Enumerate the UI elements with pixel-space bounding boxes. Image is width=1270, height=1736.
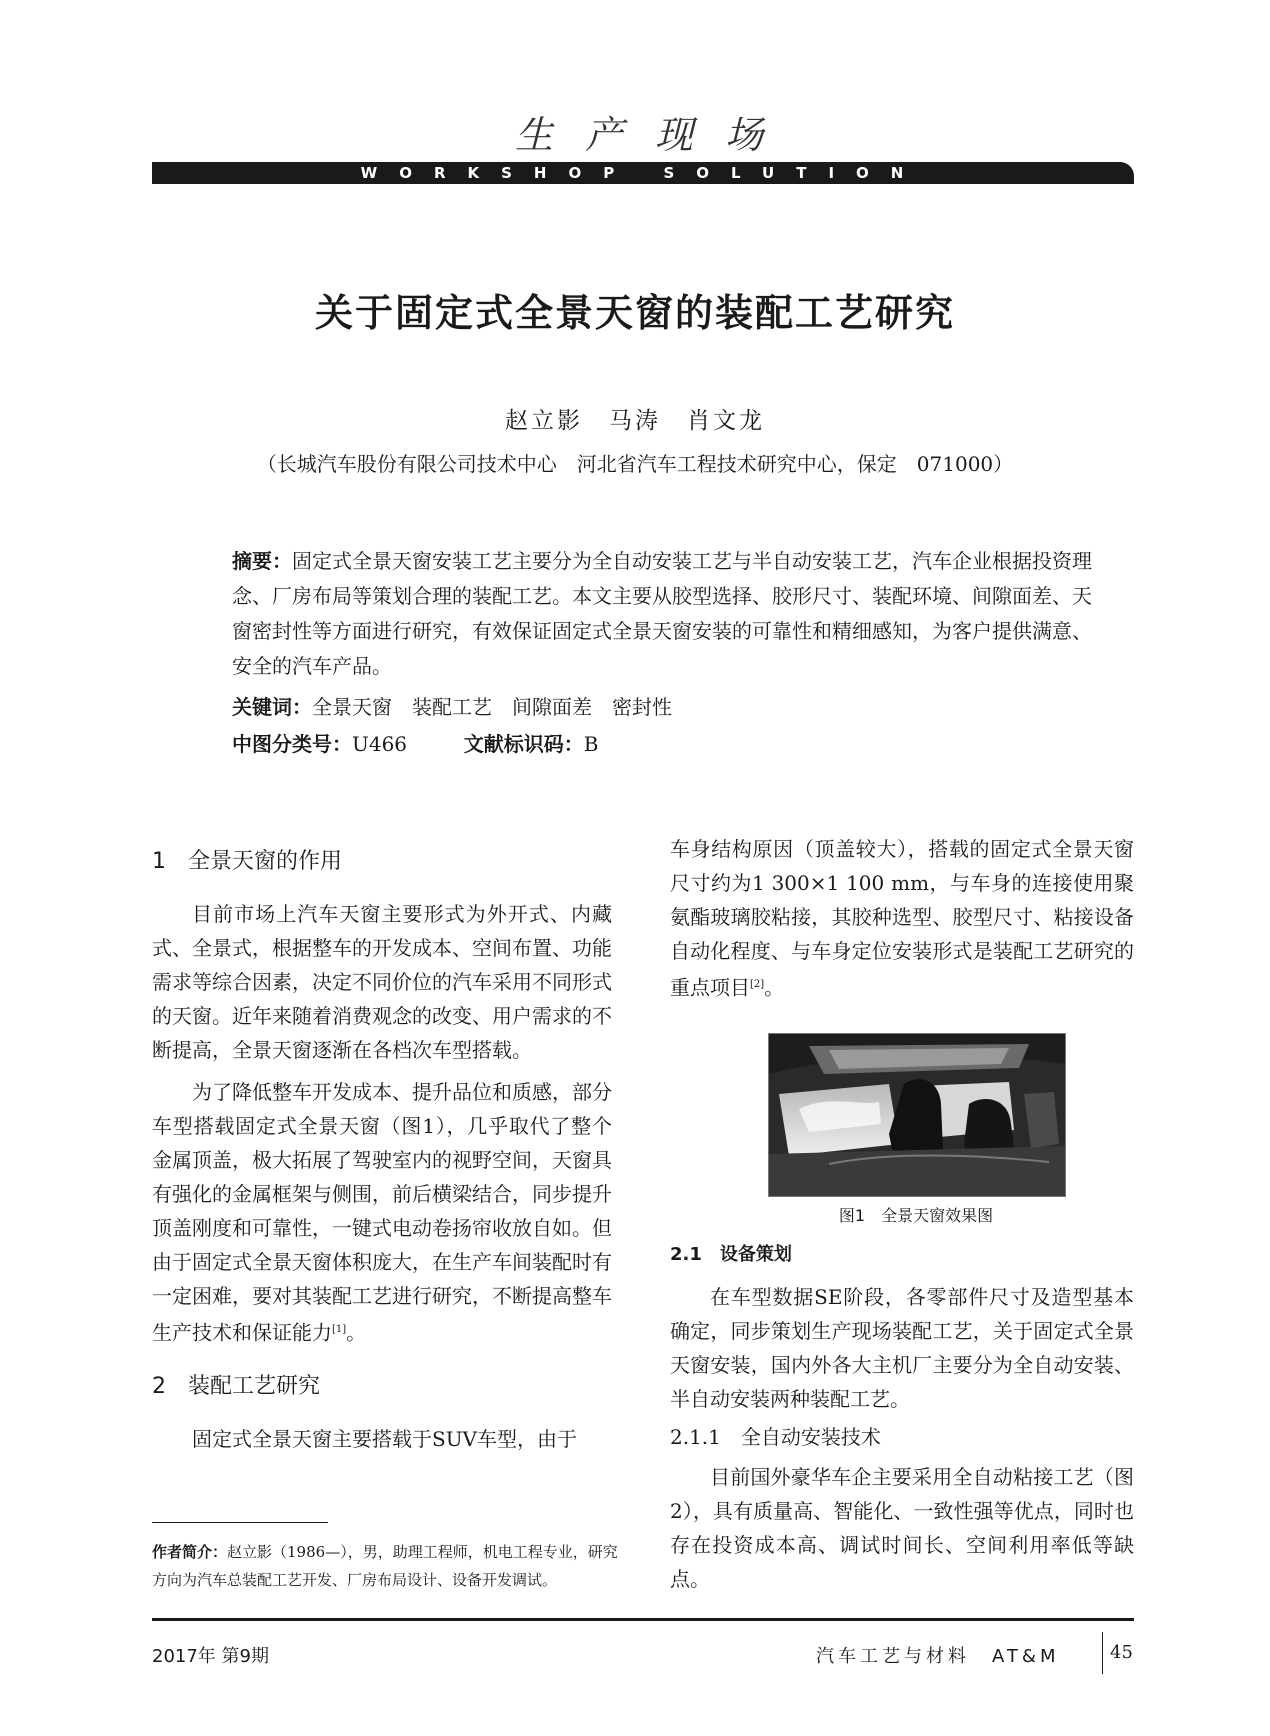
abstract bbox=[232, 544, 1096, 684]
citation[interactable]: [1] bbox=[332, 1324, 347, 1335]
paragraph: 目前市场上汽车天窗主要形式为外开式、内藏式、全景式，根据整车的开发成本、空间布置、功能需求等综合因素，决定不同价位的汽车采用不同形式的天窗。近年来随着消费观念的改变、用户需求的不断提高，全景天窗逐渐在各档次车型搭载。 bbox=[152, 902, 612, 1062]
citation[interactable]: [2] bbox=[750, 979, 765, 990]
footnote-text: 赵立影（1986—），男，助理工程师，机电工程专业，研究方向为汽车总装配工艺开发、厂房布局设计、设备开发调试。 bbox=[152, 1543, 618, 1589]
footer-separator bbox=[1102, 1632, 1103, 1674]
figure-1-image bbox=[768, 1033, 1066, 1197]
keywords-row bbox=[232, 691, 672, 720]
footnote-label: 作者简介： bbox=[152, 1543, 228, 1561]
journal-name: 汽车工艺与材料 AT&M bbox=[816, 1646, 1060, 1667]
paragraph: 固定式全景天窗主要搭载于SUV车型，由于 bbox=[192, 1426, 577, 1451]
page-number: 45 bbox=[1110, 1642, 1133, 1663]
author-footnote bbox=[152, 1538, 632, 1594]
keywords-text: 全景天窗 装配工艺 间隙面差 密封性 bbox=[312, 695, 672, 719]
article-title: 关于固定式全景天窗的装配工艺研究 bbox=[314, 291, 955, 335]
figure-1-caption: 图1 全景天窗效果图 bbox=[838, 1206, 994, 1225]
heading-1: 1 全景天窗的作用 bbox=[152, 849, 342, 874]
abstract-label: 摘要： bbox=[232, 549, 292, 573]
right-column-bottom bbox=[670, 1238, 1134, 1596]
heading-2-1-1: 2.1.1 全自动安装技术 bbox=[670, 1425, 881, 1449]
doc-code-label: 文献标识码： bbox=[463, 732, 584, 756]
affiliation: （长城汽车股份有限公司技术中心 河北省汽车工程技术研究中心，保定 071000） bbox=[256, 452, 1014, 476]
clc-code: U466 bbox=[352, 732, 408, 756]
paragraph: 目前国外豪华车企主要采用全自动粘接工艺（图2），具有质量高、智能化、一致性强等优点，同时也存在投资成本高、调试时间长、空间利用率低等缺点。 bbox=[670, 1465, 1134, 1591]
section-title-en: WORKSHOP SOLUTION bbox=[360, 164, 926, 182]
heading-2: 2 装配工艺研究 bbox=[152, 1373, 320, 1399]
footer-rule bbox=[152, 1618, 1134, 1621]
paragraph: 为了降低整车开发成本、提升品位和质感，部分车型搭载固定式全景天窗（图1），几乎取代了整个金属顶盖，极大拓展了驾驶室内的视野空间，天窗具有强化的金属框架与侧围，前后横梁结合，同步提升顶盖刚度和可靠性，一键式电动卷扬帘收放自如。但由于固定式全景天窗体积庞大，在生产车间装配时有一定困难，要对其装配工艺进行研究，不断提高整车生产技术和保证能力[1]。 bbox=[152, 1080, 612, 1345]
paragraph: 在车型数据SE阶段，各零部件尺寸及造型基本确定，同步策划生产现场装配工艺，关于固定式全景天窗安装，国内外各大主机厂主要分为全自动安装、半自动安装两种装配工艺。 bbox=[670, 1285, 1134, 1411]
clc-label: 中图分类号： bbox=[232, 732, 352, 756]
doc-code: B bbox=[583, 732, 599, 756]
abstract-text: 固定式全景天窗安装工艺主要分为全自动安装工艺与半自动安装工艺，汽车企业根据投资理念、厂房布局等策划合理的装配工艺。本文主要从胶型选择、胶形尺寸、装配环境、间隙面差、天窗密封性等方面进行研究，有效保证固定式全景天窗安装的可靠性和精细感知，为客户提供满意、安全的汽车产品。 bbox=[232, 549, 1092, 678]
right-column-top bbox=[670, 832, 1134, 1005]
footnote-rule bbox=[152, 1522, 328, 1523]
classification-row bbox=[232, 728, 598, 757]
heading-2-1: 2.1 设备策划 bbox=[670, 1244, 792, 1265]
authors: 赵立影 马涛 肖文龙 bbox=[505, 408, 765, 434]
paragraph: 车身结构原因（顶盖较大），搭载的固定式全景天窗尺寸约为1 300×1 100 mm，与车身的连接使用聚氨酯玻璃胶粘接，其胶种选型、胶型尺寸、粘接设备自动化程度、与车身定位安装形式是装配工艺研究的重点项目[2]。 bbox=[670, 837, 1134, 1000]
issue-info: 2017年 第9期 bbox=[152, 1646, 269, 1667]
keywords-label: 关键词： bbox=[232, 695, 312, 719]
section-title-zh: 生产现场 bbox=[514, 113, 795, 157]
left-column bbox=[152, 845, 612, 1456]
